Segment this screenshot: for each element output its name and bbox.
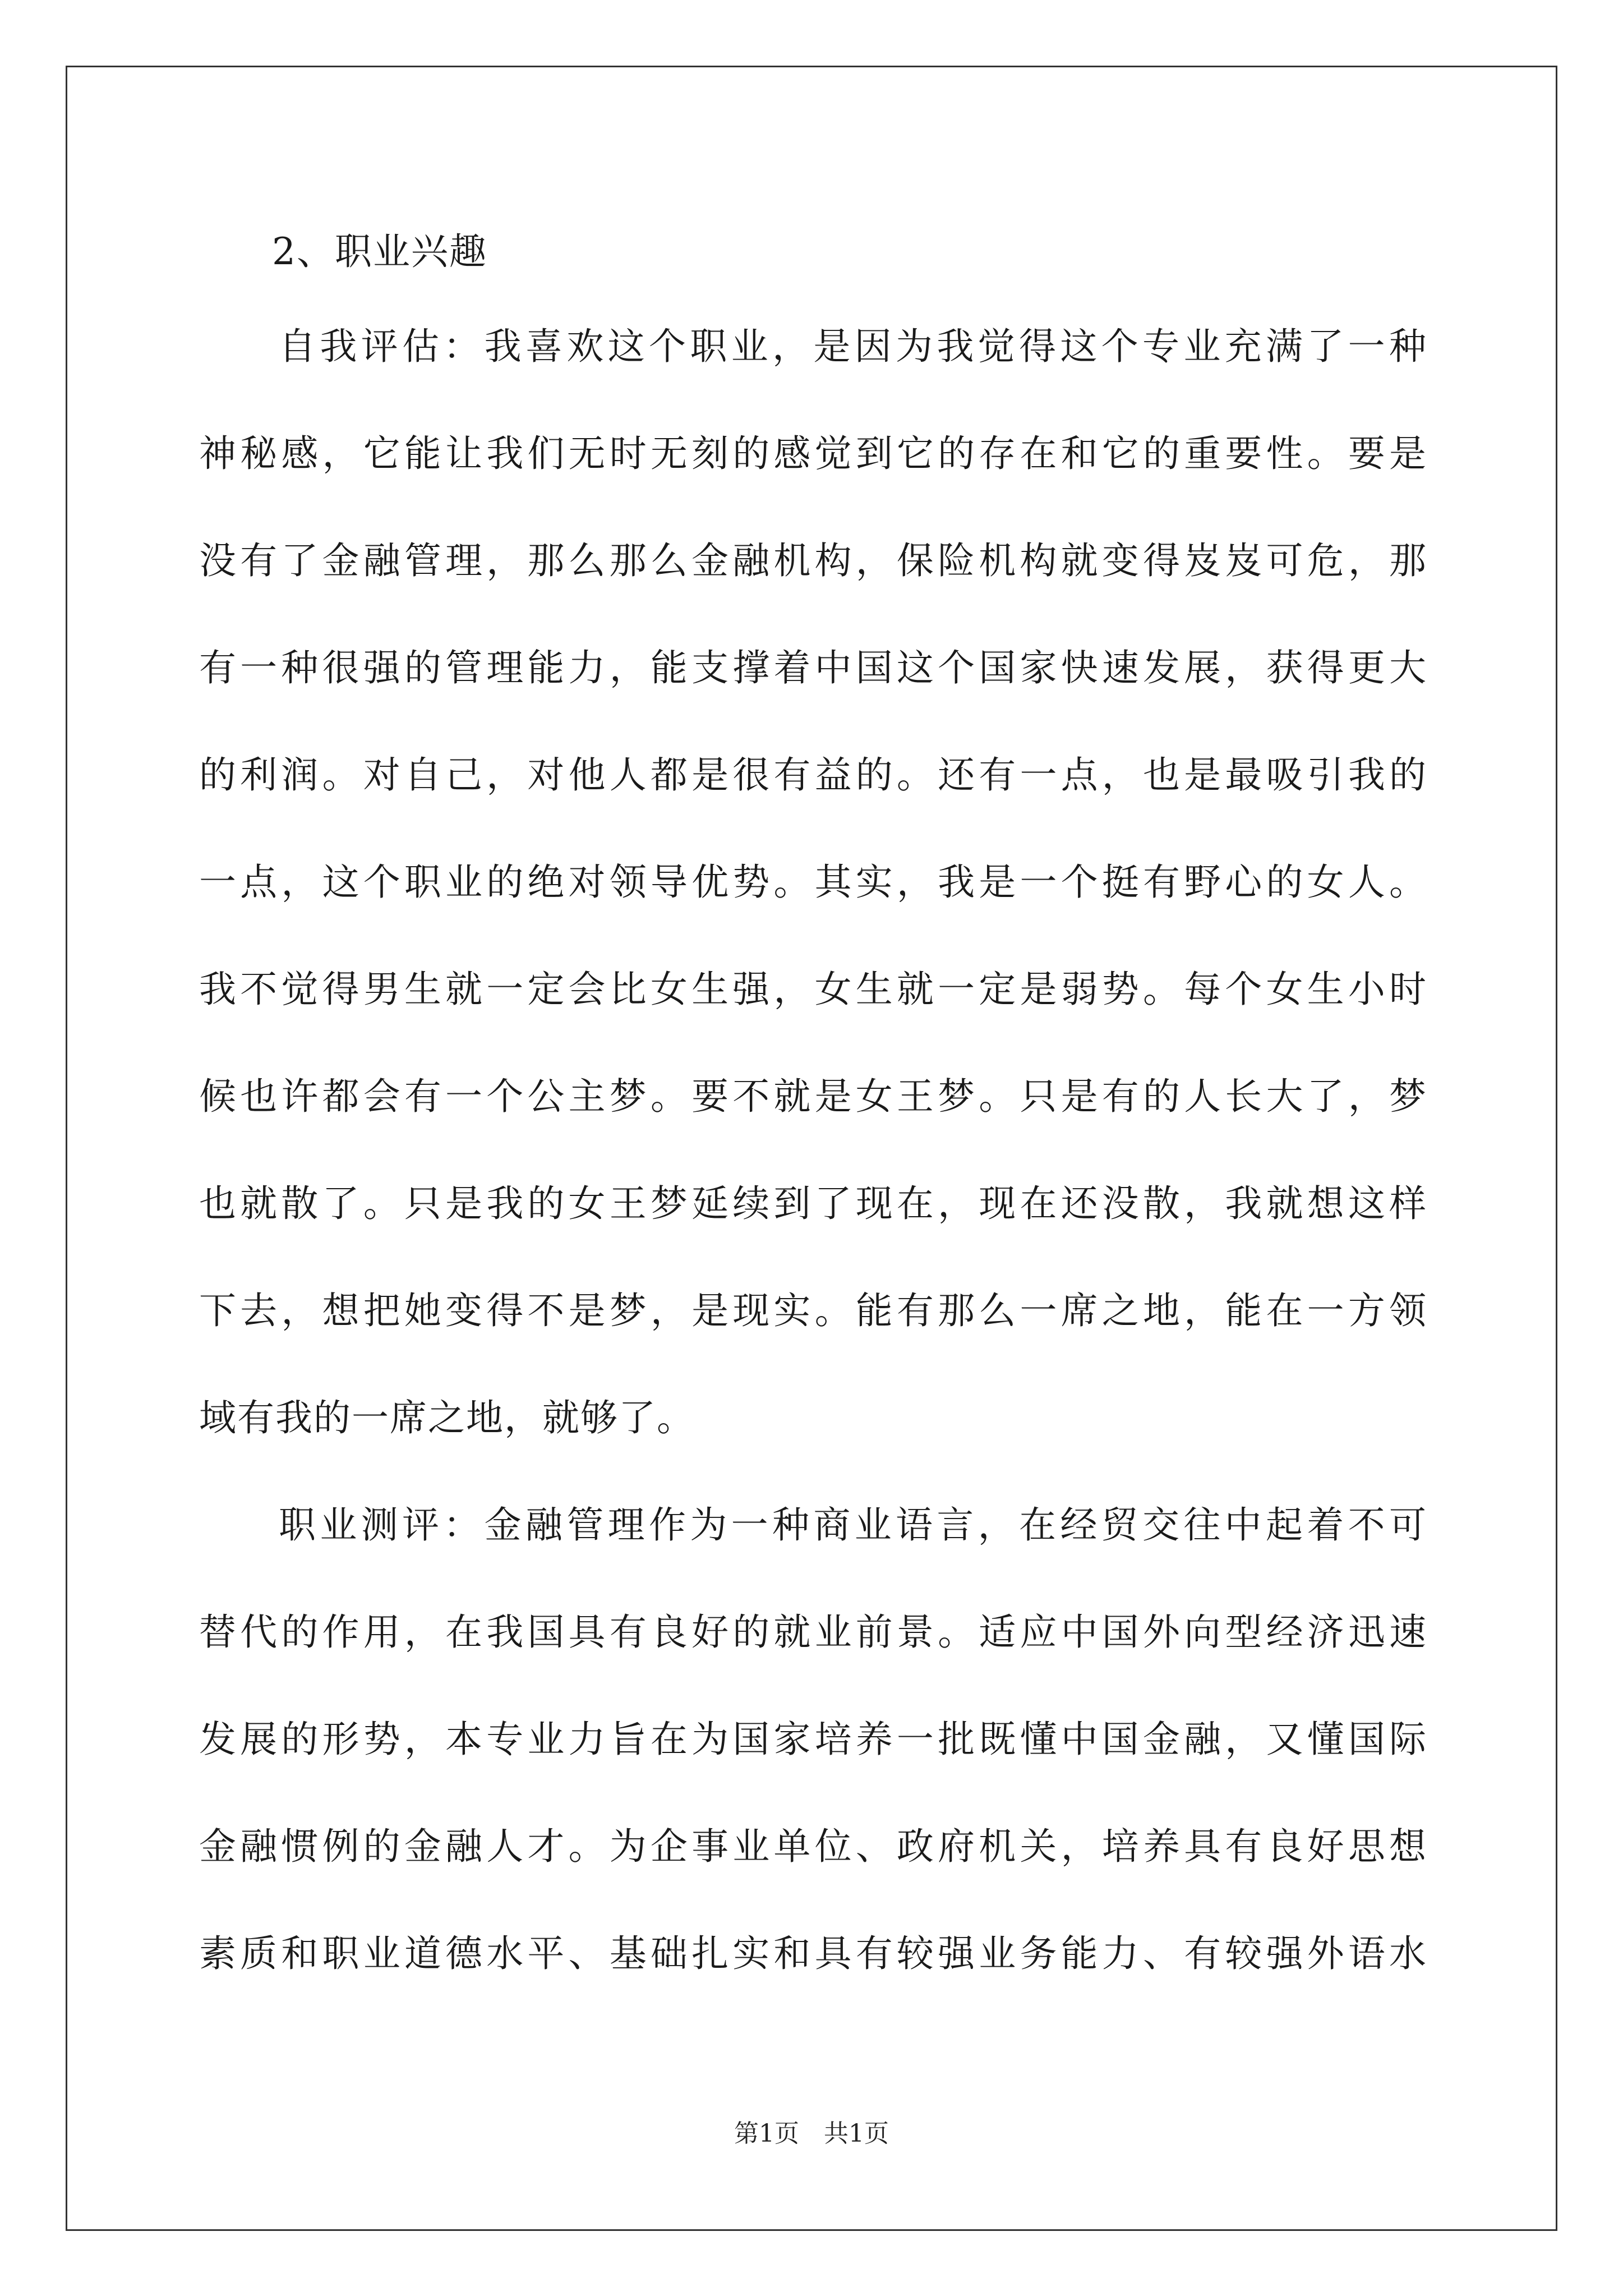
text-line: 我不觉得男生就一定会比女生强，女生就一定是弱势。每个女生小时 — [199, 968, 1427, 1011]
page-number-current: 第1页 — [734, 2119, 799, 2148]
document-body — [199, 210, 1427, 2007]
page-number-total: 共1页 — [824, 2119, 889, 2148]
text-line: 下去，想把她变得不是梦，是现实。能有那么一席之地，能在一方领 — [199, 1289, 1427, 1332]
text-line: 发展的形势，本专业力旨在为国家培养一批既懂中国金融，又懂国际 — [199, 1718, 1427, 1761]
text-line: 有一种很强的管理能力，能支撑着中国这个国家快速发展，获得更大 — [199, 646, 1427, 689]
text-line: 素质和职业道德水平、基础扎实和具有较强业务能力、有较强外语水 — [199, 1932, 1427, 1975]
paragraph-self-assessment — [199, 293, 1427, 1471]
text-line: 一点，这个职业的绝对领导优势。其实，我是一个挺有野心的女人。 — [199, 861, 1427, 904]
text-line: 金融惯例的金融人才。为企事业单位、政府机关，培养具有良好思想 — [199, 1825, 1427, 1868]
text-line: 自我评估：我喜欢这个职业，是因为我觉得这个专业充满了一种 — [279, 325, 1427, 368]
section-heading: 2、职业兴趣 — [272, 230, 487, 273]
page-footer — [0, 2117, 1623, 2151]
paragraph-career-evaluation — [199, 1471, 1427, 2007]
text-line: 替代的作用，在我国具有良好的就业前景。适应中国外向型经济迅速 — [199, 1611, 1427, 1654]
text-line: 没有了金融管理，那么那么金融机构，保险机构就变得岌岌可危，那 — [199, 539, 1427, 582]
text-line: 的利润。对自己，对他人都是很有益的。还有一点，也是最吸引我的 — [199, 753, 1427, 797]
text-line: 职业测评：金融管理作为一种商业语言，在经贸交往中起着不可 — [279, 1503, 1427, 1547]
text-line: 候也许都会有一个公主梦。要不就是女王梦。只是有的人长大了，梦 — [199, 1075, 1427, 1118]
text-line: 也就散了。只是我的女王梦延续到了现在，现在还没散，我就想这样 — [199, 1182, 1427, 1225]
text-line: 域有我的一席之地，就够了。 — [199, 1396, 695, 1439]
text-line: 神秘感，它能让我们无时无刻的感觉到它的存在和它的重要性。要是 — [199, 432, 1427, 475]
